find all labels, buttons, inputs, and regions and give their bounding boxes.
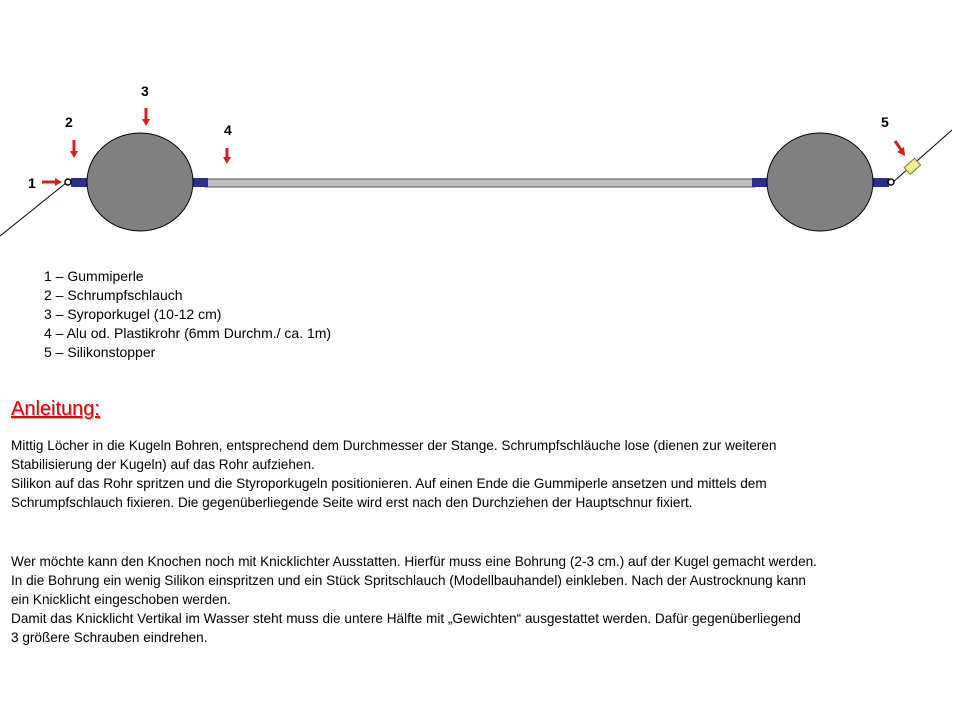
- label-4: 4: [224, 122, 232, 138]
- label-3: 3: [141, 83, 149, 99]
- silicone-stopper: [904, 158, 920, 174]
- legend-item: 2 – Schrumpfschlauch: [44, 287, 183, 303]
- paragraph-line: ein Knicklicht eingeschoben werden.: [11, 592, 231, 607]
- legend-item: 3 – Syroporkugel (10-12 cm): [44, 306, 222, 322]
- paragraph-line: Damit das Knicklicht Vertikal im Wasser steht muss die untere Hälfte mit „Gewichten“ ausgestattet werden. Dafür gegenüberliegend: [11, 611, 801, 626]
- arrow-4: [223, 148, 231, 164]
- legend-item: 5 – Silikonstopper: [44, 344, 156, 360]
- arrow-1: [42, 178, 62, 186]
- instructions-title: Anleitung:: [11, 398, 100, 420]
- main-line-right: [892, 130, 952, 183]
- paragraph-line: Schrumpfschlauch fixieren. Die gegenüberliegende Seite wird erst nach den Durchziehen der Hauptschnur fixiert.: [11, 495, 693, 510]
- sphere-left: [87, 133, 193, 231]
- label-1: 1: [28, 175, 36, 191]
- shrink-tube-left-outer: [71, 178, 89, 187]
- legend: [44, 267, 331, 362]
- float-diagram: [0, 0, 960, 260]
- label-5: 5: [881, 114, 889, 130]
- arrow-3: [142, 108, 150, 126]
- paragraph-line: Stabilisierung der Kugeln) auf das Rohr aufziehen.: [11, 457, 315, 472]
- rod: [205, 179, 755, 187]
- arrow-5: [895, 141, 905, 156]
- legend-item: 1 – Gummiperle: [44, 268, 144, 284]
- instructions-paragraph-1: [11, 436, 776, 512]
- shrink-tube-right-outer: [871, 178, 889, 187]
- label-2: 2: [65, 114, 73, 130]
- sphere-right: [767, 133, 873, 231]
- paragraph-line: Mittig Löcher in die Kugeln Bohren, entsprechend dem Durchmesser der Stange. Schrumpfschläuche lose (dienen zur weiteren: [11, 438, 777, 453]
- rubber-bead-left: [65, 179, 71, 185]
- arrow-2: [70, 140, 78, 158]
- paragraph-line: 3 größere Schrauben eindrehen.: [11, 630, 208, 645]
- paragraph-line: Silikon auf das Rohr spritzen und die Styroporkugeln positionieren. Auf einen Ende die Gummiperle ansetzen und mittels dem: [11, 476, 767, 491]
- paragraph-line: In die Bohrung ein wenig Silikon einspritzen und ein Stück Spritschlauch (Modellbauhandel) einkleben. Nach der Austrocknung kann: [11, 573, 806, 588]
- instructions-paragraph-2: [11, 552, 817, 647]
- rubber-bead-right: [888, 179, 894, 185]
- legend-item: 4 – Alu od. Plastikrohr (6mm Durchm./ ca. 1m): [44, 325, 332, 341]
- paragraph-line: Wer möchte kann den Knochen noch mit Knicklichter Ausstatten. Hierfür muss eine Bohrung (2-3 cm.) auf der Kugel gemacht werden.: [11, 554, 817, 569]
